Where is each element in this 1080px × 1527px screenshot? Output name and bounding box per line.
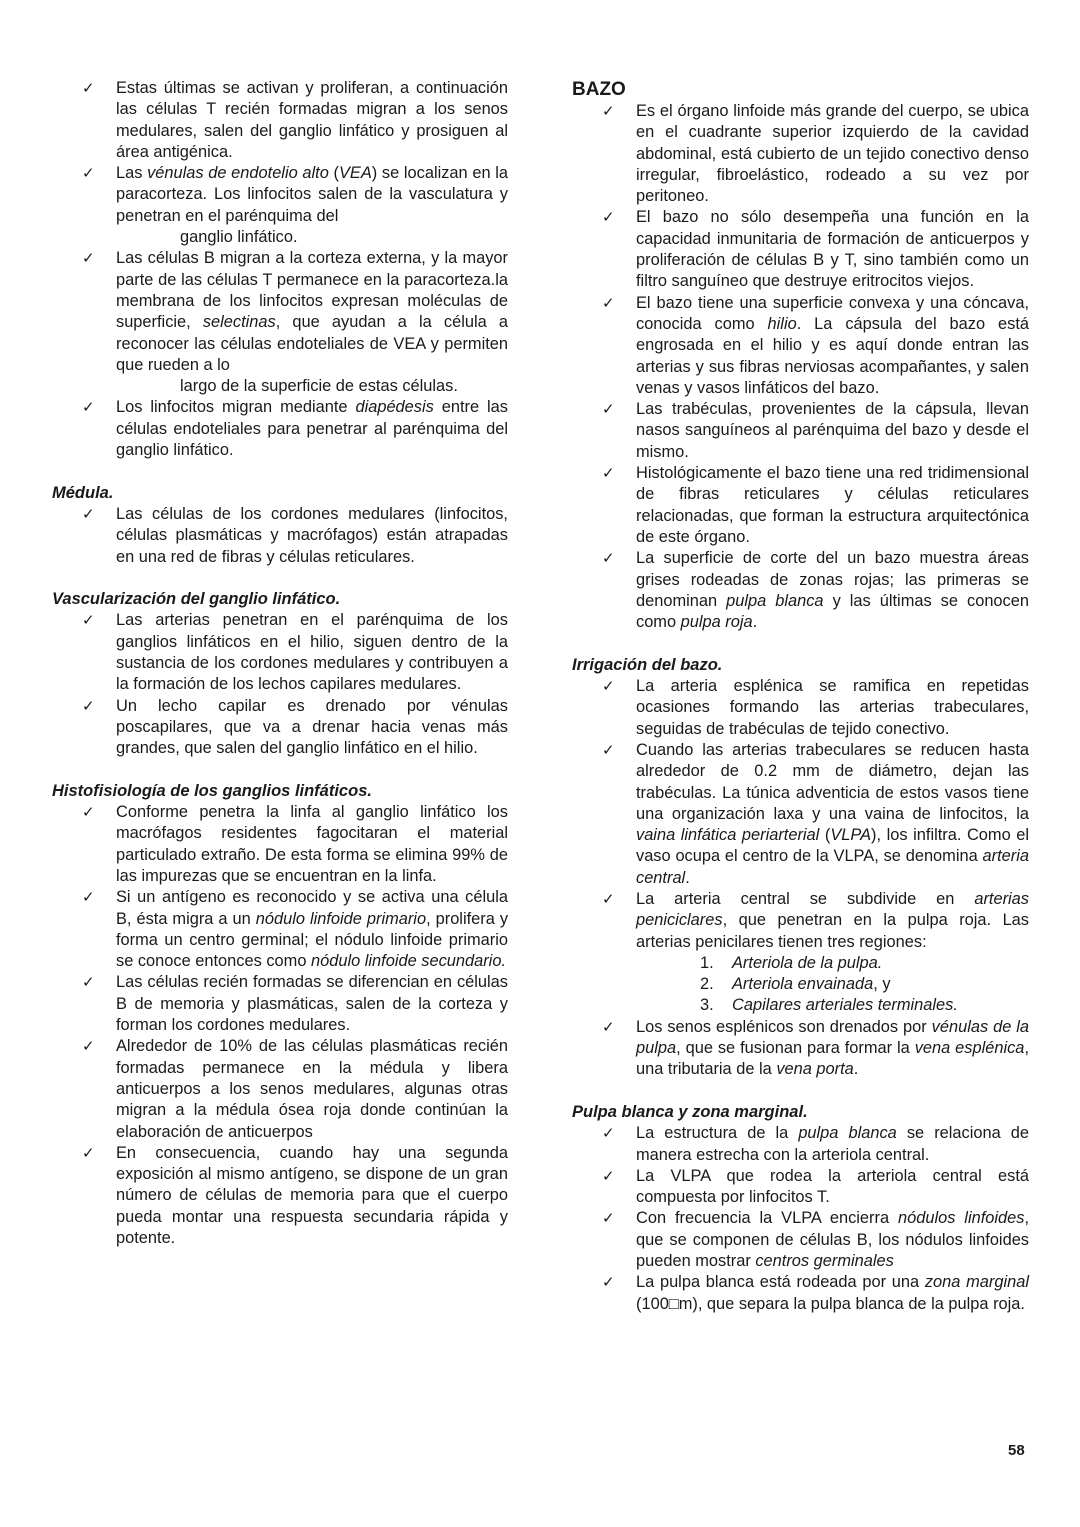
- text-run: . La cápsula del bazo está engrosada en el hilio y es aquí donde entran las arterias y sus fibras nerviosas acompañantes, y salen venas y vasos linfáticos del bazo.: [636, 314, 1029, 397]
- emphasis-term: Arteriola de la pulpa.: [732, 953, 883, 972]
- check-mark-icon: ✓: [602, 401, 615, 419]
- check-mark-icon: ✓: [602, 1274, 615, 1292]
- text-run: La estructura de la: [636, 1124, 799, 1143]
- section-heading: Irrigación del bazo.: [572, 655, 723, 674]
- text-run: , y: [873, 975, 891, 994]
- check-mark-icon: ✓: [82, 612, 95, 630]
- emphasis-term: selectinas: [202, 313, 276, 332]
- text-run: (: [328, 164, 339, 183]
- list-item: [572, 548, 1029, 633]
- list-item: [52, 248, 508, 397]
- text-run: Las células B migran a la corteza externa, y la mayor parte de las células T permanece en la paracorteza.la membrana de los linfocitos expresan moléculas de superficie,: [116, 249, 508, 332]
- check-mark-icon: ✓: [82, 250, 95, 268]
- check-mark-icon: ✓: [82, 399, 95, 417]
- check-mark-icon: ✓: [602, 1018, 615, 1036]
- emphasis-term: nódulo linfoide primario: [255, 909, 427, 928]
- section-irrigacion: [572, 655, 1029, 1081]
- text-run: Conforme penetra la linfa al ganglio linfático los macrófagos residentes fagocitaran el material particulado extraño. De esta forma se elimina 99% de las impurezas que se encuentran en la linfa.: [116, 803, 508, 885]
- text-run: Las arterias penetran en el parénquima de los ganglios linfáticos en el hilio, siguen dentro de la sustancia de los cordones medulares y contribuyen a la formación de los lechos capilares medulares.: [116, 611, 508, 694]
- list-item: [572, 676, 1029, 740]
- text-run: Cuando las arterias trabeculares se reducen hasta alrededor de 0.2 mm de diámetro, dejan las trabéculas. La túnica adventicia de estos vasos tiene una organización laxa y una vaina de linfocitos, la: [636, 740, 1029, 823]
- histofisiologia-list: [52, 802, 508, 1249]
- check-mark-icon: ✓: [602, 1125, 615, 1143]
- text-run: .: [853, 1060, 859, 1079]
- check-mark-icon: ✓: [602, 678, 615, 696]
- list-item: [572, 1017, 1029, 1081]
- check-mark-icon: ✓: [602, 890, 615, 908]
- check-mark-icon: ✓: [82, 1038, 95, 1056]
- emphasis-term: nódulos linfoides: [897, 1209, 1025, 1228]
- vascularizacion-list: [52, 610, 508, 759]
- right-column: [572, 78, 1029, 1315]
- text-run: La VLPA que rodea la arteriola central está compuesta por linfocitos T.: [636, 1166, 1029, 1207]
- section-heading: Vascularización del ganglio linfático.: [52, 590, 341, 609]
- penicillar-regions-list: [572, 953, 1029, 1017]
- item-number: 3.: [700, 996, 714, 1015]
- text-run: Alrededor de 10% de las células plasmáticas recién formadas permanece en la médula y libera anticuerpos a los senos medulares, algunas otras migran a la médula ósea roja donde continúan la elaboración de anticuerpos: [116, 1037, 508, 1141]
- text-run: Las: [116, 164, 148, 183]
- section-medula: [52, 483, 508, 568]
- check-mark-icon: ✓: [82, 505, 95, 523]
- list-item: [52, 163, 508, 248]
- text-run: Las células recién formadas se diferencian en células B de memoria y plasmáticas, salen de la corteza y forman los cordones medulares.: [116, 973, 508, 1035]
- text-run: , que penetran en la pulpa roja. Las arterias penicilares tienen tres regiones:: [636, 911, 1029, 951]
- check-mark-icon: ✓: [602, 103, 615, 120]
- emphasis-term: nódulo linfoide secundario.: [310, 952, 506, 971]
- section-vascularizacion: [52, 589, 508, 759]
- text-run: largo de la superficie de estas células.: [180, 377, 458, 396]
- text-run: Las trabéculas, provenientes de la cápsula, llevan nasos sanguíneos al parénquima del bazo y desde el mismo.: [636, 400, 1029, 461]
- check-mark-icon: ✓: [82, 804, 95, 822]
- list-item: [52, 887, 508, 972]
- list-item: [52, 972, 508, 1036]
- list-item: [572, 889, 1029, 953]
- text-run: (100□m), que separa la pulpa blanca de la pulpa roja.: [636, 1294, 1025, 1313]
- text-run: En consecuencia, cuando hay una segunda exposición al mismo antígeno, se dispone de un gran número de células de memoria para que el cuerpo pueda montar una respuesta secundaria rápida y potente.: [116, 1143, 508, 1248]
- text-run: y las últimas se conocen como: [636, 591, 1029, 632]
- list-item: [572, 293, 1029, 399]
- text-run: se relaciona de manera estrecha con la arteriola central.: [636, 1124, 1029, 1164]
- text-run: , que se fusionan para formar la: [676, 1039, 915, 1058]
- list-item: [572, 1208, 1029, 1272]
- list-item: [572, 399, 1029, 463]
- emphasis-term: vénulas de endotelio alto: [147, 164, 329, 183]
- text-run: La arteria central se subdivide en: [636, 889, 975, 908]
- check-mark-icon: ✓: [602, 294, 615, 312]
- emphasis-term: Capilares arteriales terminales.: [732, 996, 958, 1015]
- emphasis-term: zona marginal: [924, 1273, 1029, 1292]
- check-mark-icon: ✓: [82, 80, 95, 97]
- medula-list: [52, 504, 508, 568]
- text-run: Si un antígeno es reconocido y se activa una célula B, ésta migra a un: [116, 888, 508, 928]
- list-item: [52, 696, 508, 760]
- item-number: 2.: [700, 975, 714, 994]
- emphasis-term: pulpa blanca: [726, 591, 824, 610]
- section-heading: Pulpa blanca y zona marginal.: [572, 1102, 808, 1121]
- text-run: (: [819, 826, 831, 845]
- text-run: .: [685, 868, 690, 887]
- check-mark-icon: ✓: [602, 465, 615, 483]
- numbered-item: [572, 953, 1029, 974]
- text-run: .: [752, 613, 758, 632]
- emphasis-term: vena esplénica: [914, 1039, 1025, 1058]
- check-mark-icon: ✓: [602, 741, 615, 759]
- item-number: 1.: [700, 953, 714, 972]
- emphasis-term: pulpa blanca: [798, 1124, 897, 1143]
- list-item: [52, 504, 508, 568]
- text-run: El bazo tiene una superficie convexa y una cóncava, conocida como: [636, 293, 1029, 333]
- text-run: entre las células endoteliales para penetrar al parénquima del ganglio linfático.: [116, 398, 508, 460]
- check-mark-icon: ✓: [602, 209, 615, 227]
- emphasis-term: arterias peniciclares: [636, 889, 1029, 930]
- irrigacion-list: [572, 676, 1029, 953]
- emphasis-term: Arteriola envainada: [732, 975, 874, 994]
- emphasis-term: VLPA: [830, 826, 872, 845]
- list-item: [572, 207, 1029, 292]
- list-item: [52, 1036, 508, 1142]
- emphasis-term: pulpa roja: [680, 613, 753, 632]
- text-run: , una tributaria de la: [636, 1039, 1029, 1079]
- text-run: Un lecho capilar es drenado por vénulas poscapilares, que va a drenar hacia venas más grandes, que salen del ganglio linfático en el hilio.: [116, 696, 508, 758]
- section-histofisiologia: [52, 781, 508, 1250]
- list-item: [52, 1143, 508, 1249]
- list-item: [52, 78, 508, 163]
- check-mark-icon: ✓: [602, 1210, 615, 1228]
- emphasis-term: vénulas de la pulpa: [636, 1017, 1029, 1058]
- emphasis-term: vena porta: [776, 1060, 854, 1079]
- text-run: Es el órgano linfoide más grande del cuerpo, se ubica en el cuadrante superior izquierdo de la cavidad abdominal, está cubierto de un tejido conectivo denso irregular, fibroelástico, rodeado a su vez por peritoneo.: [636, 102, 1029, 206]
- section-heading: Histofisiología de los ganglios linfáticos.: [52, 781, 372, 800]
- check-mark-icon: ✓: [602, 1167, 615, 1185]
- text-run: Con frecuencia la VLPA encierra: [636, 1209, 898, 1228]
- lymph-node-intro-list: [52, 78, 508, 461]
- list-item: [572, 1166, 1029, 1209]
- list-item: [572, 1272, 1029, 1315]
- check-mark-icon: ✓: [82, 974, 95, 992]
- check-mark-icon: ✓: [82, 889, 95, 907]
- text-run: , que se componen de células B, los nódulos linfoides pueden mostrar: [636, 1209, 1030, 1271]
- check-mark-icon: ✓: [602, 550, 615, 568]
- text-run: La pulpa blanca está rodeada por una: [636, 1273, 925, 1292]
- bazo-intro-list: [572, 101, 1029, 633]
- emphasis-term: hilio: [767, 314, 797, 333]
- text-run: , que ayudan a la célula a reconocer las células endoteliales de VEA y permiten que rueden a lo: [116, 313, 509, 374]
- text-run: , prolifera y forma un centro germinal; el nódulo linfoide primario se conoce entonces como: [116, 909, 509, 971]
- text-run: Histológicamente el bazo tiene una red tridimensional de fibras reticulares y células reticulares relacionadas, que forman la estructura arquitectónica de este órgano.: [636, 464, 1029, 546]
- page-number: 58: [1008, 1442, 1025, 1459]
- irrigacion-list-continued: [572, 1017, 1029, 1081]
- page-title: BAZO: [572, 79, 626, 100]
- list-item: [52, 610, 508, 695]
- text-run: La superficie de corte del un bazo muestra áreas grises rodeadas de zonas rojas; las primeras se denominan: [636, 549, 1029, 610]
- section-pulpa-blanca: [572, 1102, 1029, 1315]
- list-item: [572, 463, 1029, 548]
- numbered-item: [572, 974, 1029, 995]
- left-column: [52, 78, 508, 1249]
- text-run: ganglio linfático.: [180, 228, 298, 247]
- text-run: Los linfocitos migran mediante: [116, 398, 356, 417]
- list-item: [572, 1123, 1029, 1166]
- emphasis-term: diapédesis: [355, 398, 434, 417]
- section-heading: Médula.: [52, 483, 114, 502]
- text-run: ) se localizan en la paracorteza. Los linfocitos salen de la vasculatura y penetran en el parénquima del: [116, 164, 508, 225]
- list-item: [52, 802, 508, 887]
- text-run: Estas últimas se activan y proliferan, a continuación las células T recién formadas migran a los senos medulares, salen del ganglio linfático y prosiguen al área antigénica.: [116, 79, 508, 161]
- numbered-item: [572, 995, 1029, 1016]
- text-run: Las células de los cordones medulares (linfocitos, células plasmáticas y macrófagos) están atrapadas en una red de fibras y células reticulares.: [116, 504, 508, 566]
- list-item: [572, 740, 1029, 889]
- list-item: [572, 101, 1029, 207]
- list-item: [52, 397, 508, 461]
- text-run: ), los infiltra. Como el vaso ocupa el centro de la VLPA, se denomina: [636, 826, 1029, 866]
- emphasis-term: centros germinales: [755, 1252, 894, 1271]
- text-run: La arteria esplénica se ramifica en repetidas ocasiones formando las arterias trabeculares, seguidas de trabéculas de tejido conectivo.: [636, 677, 1029, 738]
- check-mark-icon: ✓: [82, 697, 95, 715]
- text-run: El bazo no sólo desempeña una función en la capacidad inmunitaria de formación de anticuerpos y proliferación de células B y T, sino también como un filtro sanguíneo que destruye eritrocitos viejos.: [636, 208, 1029, 291]
- emphasis-term: arteria central: [636, 847, 1029, 887]
- pulpa-blanca-list: [572, 1123, 1029, 1315]
- emphasis-term: vaina linfática periarterial: [636, 826, 820, 845]
- check-mark-icon: ✓: [82, 165, 95, 183]
- emphasis-term: VEA: [338, 164, 372, 183]
- text-run: Los senos esplénicos son drenados por: [636, 1017, 932, 1036]
- check-mark-icon: ✓: [82, 1144, 95, 1162]
